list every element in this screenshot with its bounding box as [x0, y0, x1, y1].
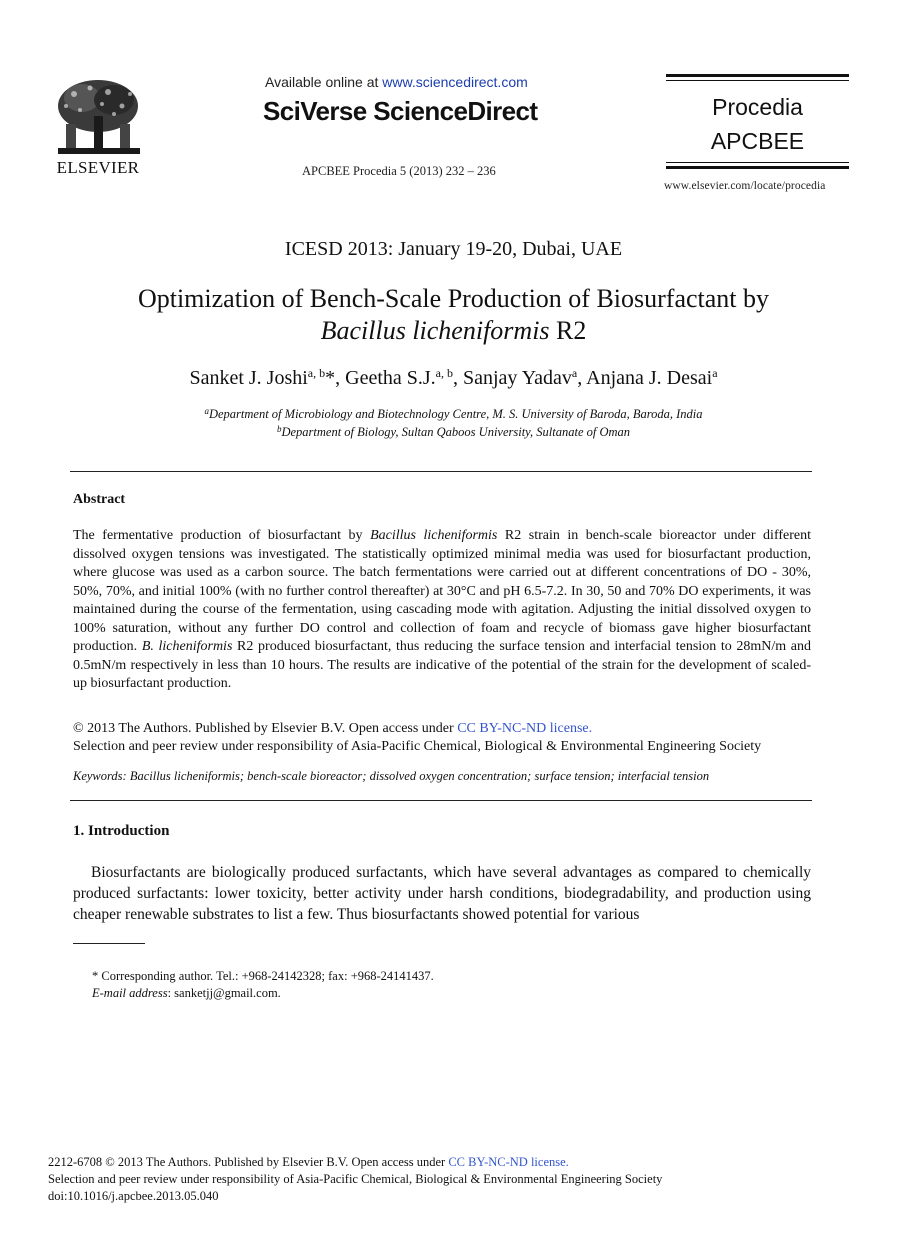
affiliation-a [0, 406, 907, 422]
footer-license-link[interactable]: CC BY-NC-ND license. [448, 1155, 569, 1169]
footer-copyright [48, 1155, 569, 1170]
abstract-body [73, 527, 811, 694]
affiliation-text: Department of Microbiology and Biotechnology Centre, M. S. University of Baroda, Baroda, India [208, 407, 703, 421]
footer-peer-review: Selection and peer review under responsibility of Asia-Pacific Chemical, Biological & Environmental Engineering Society [48, 1172, 663, 1186]
journal-box-bottom-thin-rule [666, 162, 849, 163]
email-value: : sanketjj@gmail.com. [167, 986, 281, 1000]
author-affil-mark: a [712, 366, 718, 380]
author-name: Sanjay Yadav [463, 367, 572, 389]
abstract-top-rule [70, 471, 812, 472]
author-name: Anjana J. Desai [586, 367, 713, 389]
affiliation-mark: a [204, 406, 209, 416]
affiliation-text: Department of Biology, Sultan Qaboos University, Sultanate of Oman [281, 425, 631, 439]
abstract-heading: Abstract [73, 492, 126, 507]
title-species: Bacillus licheniformis [320, 316, 550, 345]
affiliation-b [0, 424, 907, 440]
author-affil-mark: a [571, 366, 578, 380]
title-line2 [60, 315, 847, 347]
introduction-text: Biosurfactants are biologically produced surfactants, which have several advantages as compared to chemically produced surfactants: lower toxicity, better activity under harsh conditions, biodegradability, and production using cheaper renewable substrates to list a few. Thus biosurfactants showed potential for various [73, 864, 811, 923]
license-link[interactable]: CC BY-NC-ND license. [457, 721, 593, 736]
abstract-text: R2 strain in bench-scale bioreactor under different dissolved oxygen tensions was investigated. The statistically optimized minimal media was used for biosurfactant production, where glucose was used as a carbon source. The batch fermentations were carried out at different concentrations of DO - 30%, 50%, 70%, and initial 100% (with no further control thereafter) at 30°C and pH 6.5-7.2. In 30, 50 and 70% DO experiments, it was maintained during the course of the fermentation, using cascading mode with agitation. Adjusting the initial dissolved oxygen to 100% saturation, without any further DO control and collection of foam and recycle of biomass gave higher biosurfactant production. [73, 528, 812, 654]
copyright-line [73, 721, 592, 737]
available-online [265, 74, 528, 90]
journal-url[interactable]: www.elsevier.com/locate/procedia [664, 180, 826, 192]
author-name: Geetha S.J. [345, 367, 436, 389]
title-line1: Optimization of Bench-Scale Production of Biosurfactant by [137, 284, 770, 313]
journal-box-bottom-rule [666, 166, 849, 169]
author-separator: , [577, 367, 587, 389]
elsevier-logo-text: ELSEVIER [56, 158, 140, 177]
email-label: E-mail address [92, 986, 168, 1000]
abstract-species: Bacillus licheniformis [370, 528, 498, 543]
journal-title-line2: APCBEE [710, 128, 805, 154]
journal-box-top-thin-rule [666, 80, 849, 81]
conference-line: ICESD 2013: January 19-20, Dubai, UAE [284, 238, 623, 260]
footer-doi: doi:10.1016/j.apcbee.2013.05.040 [48, 1189, 219, 1203]
platform-name: SciVerse ScienceDirect [263, 96, 538, 126]
author-list [0, 366, 907, 390]
author-affil-mark: a, b [435, 366, 453, 380]
author-separator: *, [325, 367, 346, 389]
sciencedirect-link[interactable]: www.sciencedirect.com [382, 74, 528, 90]
peer-review-line: Selection and peer review under responsibility of Asia-Pacific Chemical, Biological & Environmental Engineering Society [73, 739, 762, 754]
section-heading: 1. Introduction [73, 823, 170, 839]
copyright-text: © 2013 The Authors. Published by Elsevier B.V. Open access under [73, 721, 458, 736]
elsevier-tree-logo [52, 76, 144, 160]
author-affil-mark: a, b [307, 366, 326, 380]
journal-title-line1: Procedia [712, 94, 803, 120]
corresponding-author-footnote: * Corresponding author. Tel.: +968-24142328; fax: +968-24141437. [92, 969, 434, 983]
keywords: Keywords: Bacillus licheniformis; bench-scale bioreactor; dissolved oxygen concentration; surface tension; interfacial tension [73, 769, 710, 783]
email-footnote [92, 986, 281, 1001]
abstract-text: The fermentative production of biosurfactant by [73, 528, 371, 543]
title-strain: R2 [549, 316, 587, 345]
footer-copyright-text: 2212-6708 © 2013 The Authors. Published by Elsevier B.V. Open access under [48, 1155, 449, 1169]
footnote-rule [73, 943, 145, 944]
abstract-bottom-rule [70, 800, 812, 801]
abstract-species: B. licheniformis [141, 639, 233, 654]
journal-title-box [666, 74, 849, 174]
affiliation-mark: b [276, 424, 282, 434]
abstract-text: R2 produced biosurfactant, thus reducing the surface tension and interfacial tension to 28mN/m and 0.5mN/m respectively in less than 10 hours. The results are indicative of the potential of the strain for the development of scaled-up biosurfactant production. [73, 639, 812, 691]
journal-box-top-rule [666, 74, 849, 77]
available-prefix: Available online at [265, 74, 383, 90]
author-name: Sanket J. Joshi [189, 367, 308, 389]
journal-reference: APCBEE Procedia 5 (2013) 232 – 236 [302, 164, 496, 178]
paper-title [60, 283, 847, 347]
author-separator: , [453, 367, 463, 389]
